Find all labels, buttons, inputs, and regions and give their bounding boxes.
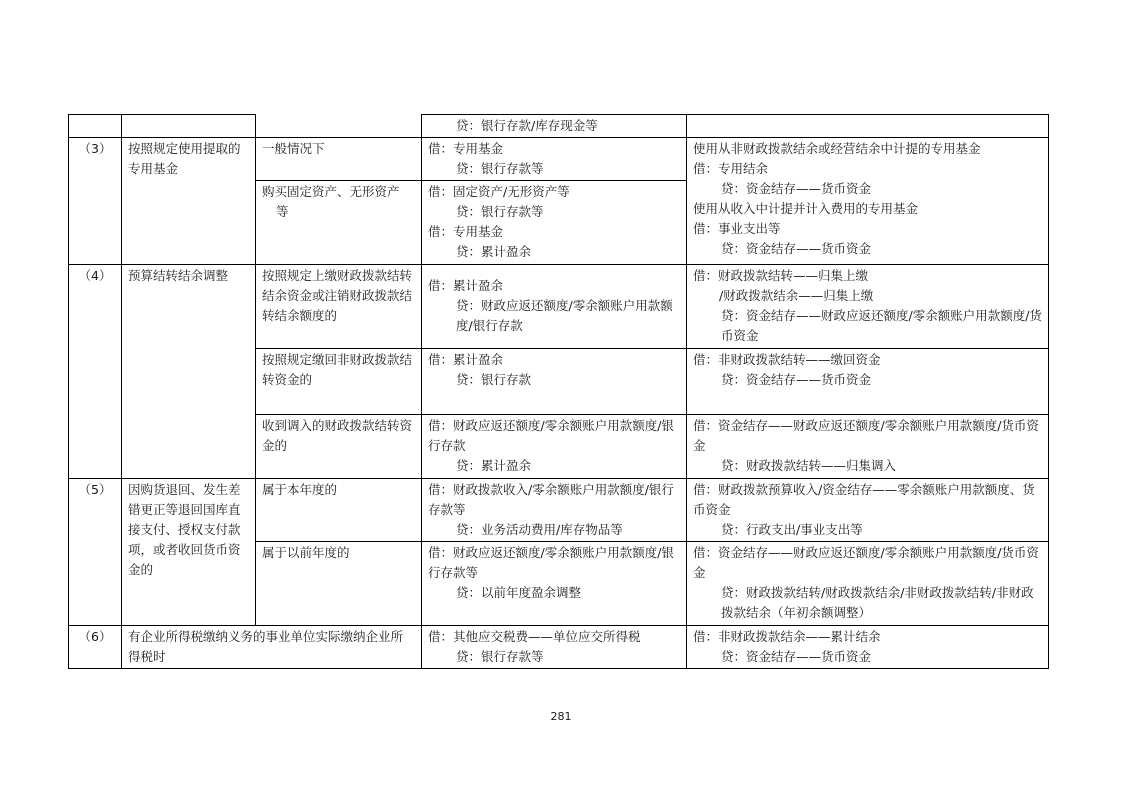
cell-financial-entry [422, 479, 687, 542]
cell-budget-entry: 借：非财政拨款结余——累计结余 贷：资金结存——货币资金 [687, 626, 1049, 669]
cell-budget-entry: 借：财政拨款结转——归集上缴 /财政拨款结余——归集上缴 贷：资金结存——财政应返还额度/零余额账户用款额度/货币资金 [687, 265, 1049, 349]
table-row-continuation [69, 115, 1049, 138]
cell-empty [122, 115, 256, 138]
page-number: 281 [550, 710, 572, 723]
credit-line: 贷：业务活动费用/库存物品等 [456, 522, 623, 537]
debit-line: 借：累计盈余 [428, 278, 504, 293]
cell-budget-entry: 借：资金结存——财政应返还额度/零余额账户用款额度/货币资金 贷：财政拨款结转/财政拨款结余/非财政拨款结转/非财政拨款结余（年初余额调整） [687, 542, 1049, 626]
credit-line: 贷：以前年度盈余调整 [456, 585, 582, 600]
case-cell: 按照规定上缴财政拨款结转结余资金或注销财政拨款结转结余额度的 [256, 265, 422, 349]
cell-financial-entry [422, 349, 687, 415]
row-item: 因购货退回、发生差错更正等退回国库直接支付、授权支付款项，或者收回货币资金的 [122, 479, 256, 626]
cell-financial-entry [422, 138, 687, 181]
credit-line: 贷：累计盈余 [456, 244, 532, 259]
credit-line: 贷：银行存款等 [456, 204, 544, 219]
table-row [69, 626, 1049, 669]
debit-line: 借：财政应返还额度/零余额账户用款额度/银行存款 [428, 418, 674, 453]
cell-empty [69, 115, 122, 138]
row-item: 预算结转结余调整 [122, 265, 256, 479]
credit-line: 贷：银行存款等 [456, 649, 544, 664]
debit-line: 借：财政应返还额度/零余额账户用款额度/银行存款等 [428, 545, 674, 580]
table-row [69, 265, 1049, 349]
cell-budget-entry: 使用从非财政拨款结余或经营结余中计提的专用基金 借：专用结余 贷：资金结存——货币资金 使用从收入中计提并计入费用的专用基金 借：事业支出等 贷：资金结存——货币资金 [687, 138, 1049, 265]
row-number: （5） [69, 479, 122, 626]
row-item: 按照规定使用提取的专用基金 [122, 138, 256, 265]
row-number: （4） [69, 265, 122, 479]
cell-budget-entry [687, 115, 1049, 138]
debit-line: 借：财政拨款收入/零余额账户用款额度/银行存款等 [428, 482, 674, 517]
cell-empty [256, 115, 422, 138]
cell-financial-entry [422, 626, 687, 669]
cell-financial-entry [422, 181, 687, 265]
debit-line: 借：专用基金 [428, 141, 504, 156]
debit-line: 借：累计盈余 [428, 352, 504, 367]
credit-line: 贷：银行存款 [456, 372, 532, 387]
debit-line: 借：专用基金 [428, 224, 504, 239]
case-cell: 购买固定资产、无形资产 等 [256, 181, 422, 265]
accounting-entries-table [68, 114, 1049, 669]
cell-financial-entry [422, 265, 687, 349]
debit-line: 借：固定资产/无形资产等 [428, 184, 570, 199]
case-cell: 按照规定缴回非财政拨款结转资金的 [256, 349, 422, 415]
row-item: 有企业所得税缴纳义务的事业单位实际缴纳企业所得税时 [122, 626, 422, 669]
cell-budget-entry: 借：财政拨款预算收入/资金结存——零余额账户用款额度、货币资金 贷：行政支出/事业支出等 [687, 479, 1049, 542]
credit-line: 贷：累计盈余 [456, 458, 532, 473]
cell-financial-entry [422, 115, 687, 138]
row-number: （3） [69, 138, 122, 265]
cell-budget-entry: 借：资金结存——财政应返还额度/零余额账户用款额度/货币资金 贷：财政拨款结转——归集调入 [687, 415, 1049, 479]
cell-budget-entry: 借：非财政拨款结转——缴回资金 贷：资金结存——货币资金 [687, 349, 1049, 415]
credit-line: 贷：财政应返还额度/零余额账户用款额度/银行存款 [456, 298, 673, 333]
credit-line: 贷：银行存款等 [456, 161, 544, 176]
cell-financial-entry [422, 415, 687, 479]
table-row [69, 479, 1049, 542]
credit-line: 贷：银行存款/库存现金等 [456, 118, 598, 133]
cell-financial-entry [422, 542, 687, 626]
case-cell: 属于本年度的 [256, 479, 422, 542]
table-row [69, 138, 1049, 181]
row-number: （6） [69, 626, 122, 669]
debit-line: 借：其他应交税费——单位应交所得税 [428, 629, 641, 644]
case-cell: 收到调入的财政拨款结转资金的 [256, 415, 422, 479]
case-cell: 属于以前年度的 [256, 542, 422, 626]
case-cell: 一般情况下 [256, 138, 422, 181]
